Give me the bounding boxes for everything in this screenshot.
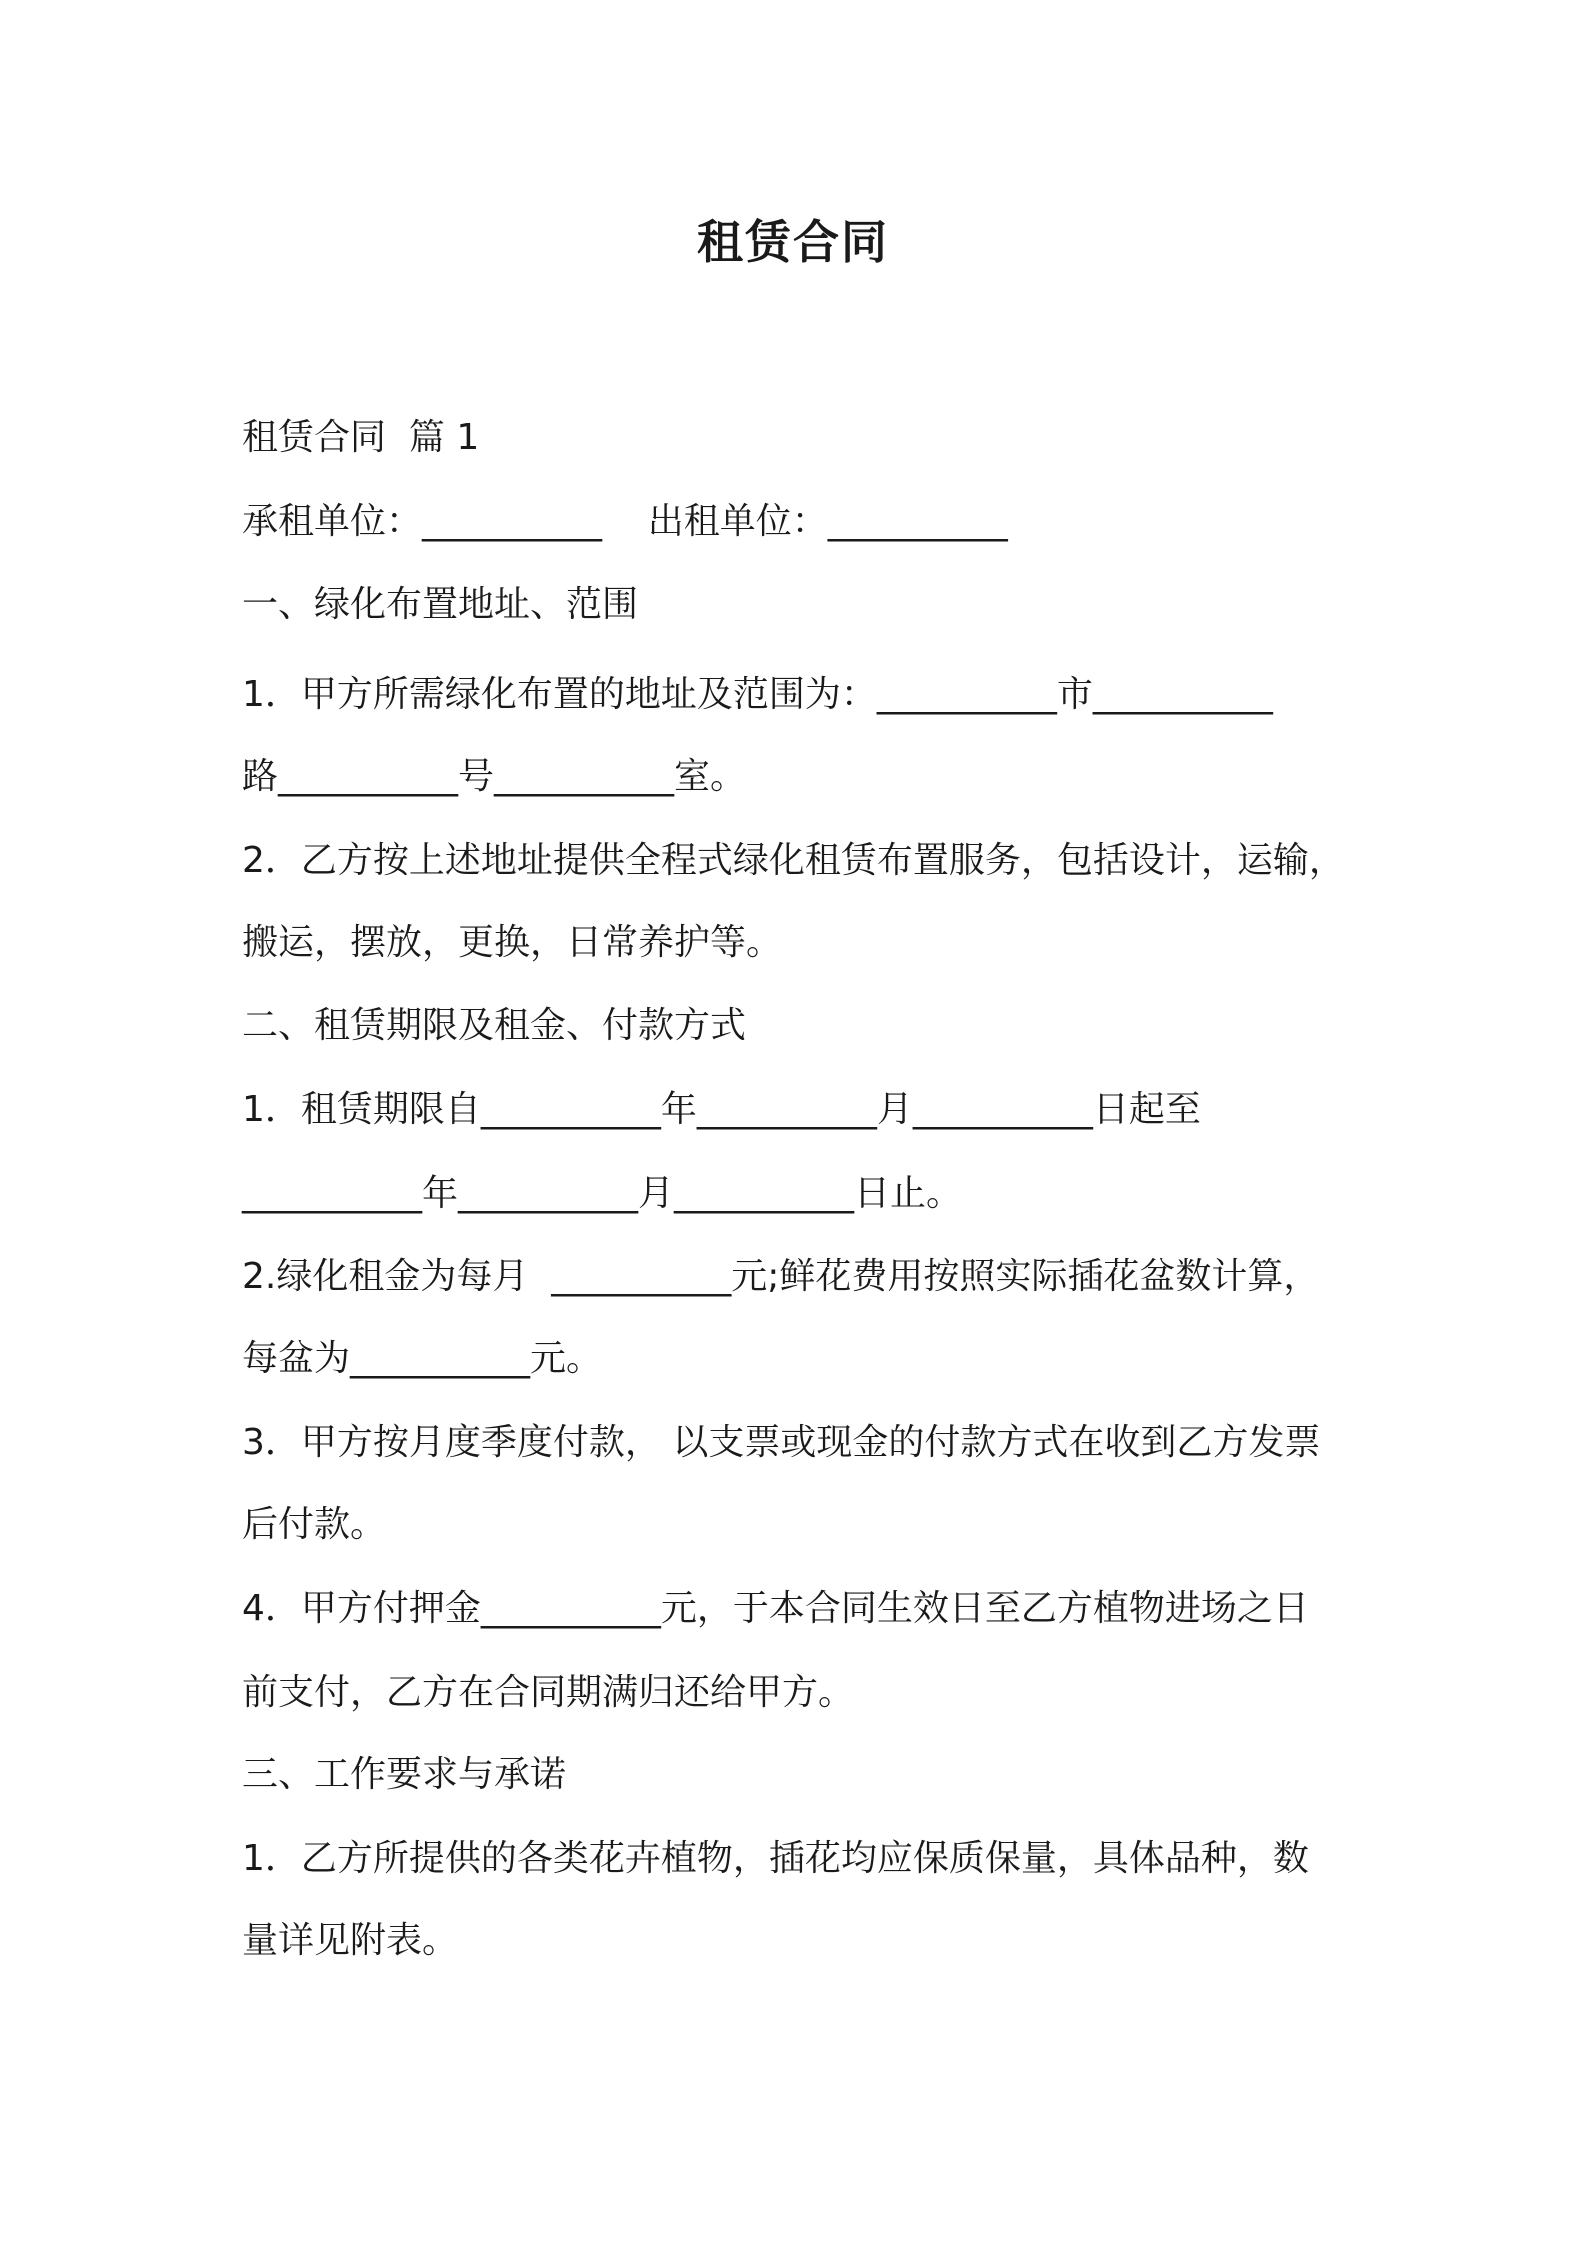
clause-2-2-line-2: 每盆为__________元。 [242, 1338, 603, 1379]
parties-line: 承租单位：__________ 出租单位：__________ [242, 501, 1008, 542]
section-heading-term: 二、租赁期限及租金、付款方式 [242, 1005, 747, 1046]
clause-2-1-line-1: 1．租赁期限自__________年__________月__________日起至 [242, 1089, 1201, 1130]
clause-2-2-line-1: 2.绿化租金为每月 __________元;鲜花费用按照实际插花盆数计算， [242, 1256, 1320, 1297]
clause-1-2-line-2: 搬运，摆放，更换，日常养护等。 [242, 922, 783, 963]
clause-3-1-line-2: 量详见附表。 [242, 1920, 459, 1961]
clause-2-3-line-2: 后付款。 [242, 1504, 387, 1545]
section-heading-part1: 租赁合同 篇 1 [242, 417, 480, 458]
clause-2-3-line-1: 3．甲方按月度季度付款， 以支票或现金的付款方式在收到乙方发票 [242, 1422, 1321, 1463]
clause-2-1-line-2: __________年__________月__________日止。 [242, 1173, 963, 1214]
clause-2-4-line-2: 前支付，乙方在合同期满归还给甲方。 [242, 1672, 855, 1713]
document-title: 租赁合同 [697, 215, 889, 269]
section-heading-requirements: 三、工作要求与承诺 [242, 1754, 567, 1795]
section-heading-address: 一、绿化布置地址、范围 [242, 584, 639, 625]
clause-2-4-line-1: 4．甲方付押金__________元，于本合同生效日至乙方植物进场之日 [242, 1588, 1309, 1629]
clause-1-1-line-1: 1．甲方所需绿化布置的地址及范围为：__________市__________ [242, 674, 1273, 715]
clause-1-2-line-1: 2．乙方按上述地址提供全程式绿化租赁布置服务，包括设计，运输， [242, 840, 1345, 881]
clause-1-1-line-2: 路__________号__________室。 [242, 756, 747, 797]
clause-3-1-line-1: 1．乙方所提供的各类花卉植物，插花均应保质保量，具体品种，数 [242, 1838, 1309, 1879]
